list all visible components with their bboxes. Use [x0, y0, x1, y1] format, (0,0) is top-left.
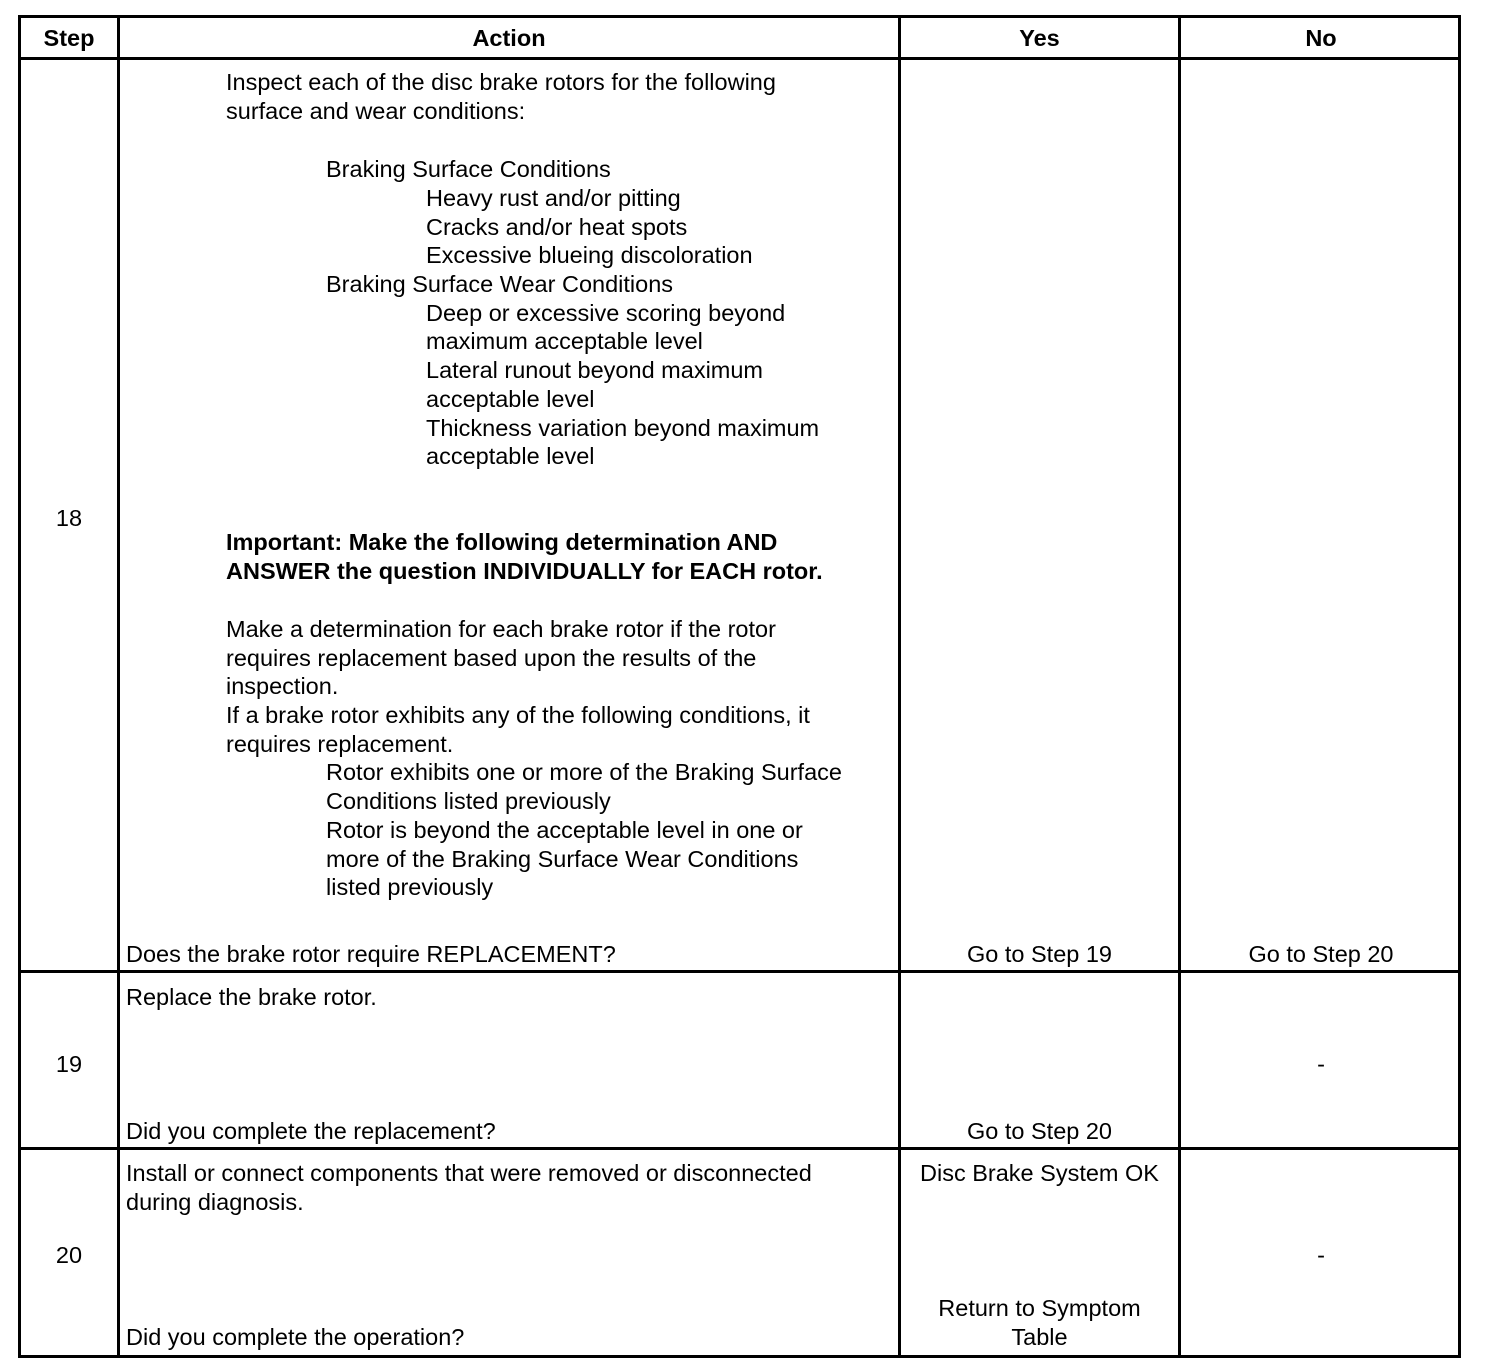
replacement-condition: listed previously: [326, 874, 494, 900]
column-divider: [117, 18, 120, 1355]
step19-yes: Go to Step 20: [966, 1118, 1113, 1144]
replacement-condition: more of the Braking Surface Wear Conditions: [326, 846, 799, 872]
header-step: Step: [43, 25, 95, 51]
important-note: Important: Make the following determination AND: [226, 529, 778, 555]
step20-action-line: Install or connect components that were removed or disconnected: [126, 1160, 812, 1186]
determination-line: If a brake rotor exhibits any of the following conditions, it: [226, 702, 810, 728]
step18-question: Does the brake rotor require REPLACEMENT?: [126, 941, 616, 967]
step18-intro-line: surface and wear conditions:: [226, 98, 526, 124]
header-yes: Yes: [1019, 25, 1060, 51]
determination-line: Make a determination for each brake rotor if the rotor: [226, 616, 776, 642]
diagnostic-table: [18, 15, 1461, 1358]
determination-line: requires replacement.: [226, 731, 454, 757]
determination-line: requires replacement based upon the results of the: [226, 645, 757, 671]
step19-action: Replace the brake rotor.: [126, 984, 377, 1010]
step19-no: -: [1317, 1051, 1325, 1077]
wear-condition-item: acceptable level: [426, 386, 595, 412]
replacement-condition: Conditions listed previously: [326, 788, 611, 814]
row-divider: [21, 1147, 1458, 1150]
wear-condition-item: maximum acceptable level: [426, 328, 703, 354]
header-no: No: [1305, 25, 1337, 51]
step18-yes: Go to Step 19: [966, 941, 1113, 967]
step20-yes-top: Disc Brake System OK: [920, 1160, 1159, 1186]
step-number-18: 18: [55, 505, 83, 531]
surface-conditions-title: Braking Surface Conditions: [326, 156, 611, 182]
wear-condition-item: Lateral runout beyond maximum: [426, 357, 764, 383]
header-action: Action: [472, 25, 546, 51]
column-divider: [898, 18, 901, 1355]
determination-line: inspection.: [226, 673, 339, 699]
step18-intro-line: Inspect each of the disc brake rotors for the following: [226, 69, 776, 95]
step20-question: Did you complete the operation?: [126, 1324, 465, 1350]
step19-question: Did you complete the replacement?: [126, 1118, 496, 1144]
step20-action-line: during diagnosis.: [126, 1189, 304, 1215]
step20-no: -: [1317, 1242, 1325, 1268]
wear-condition-item: acceptable level: [426, 443, 595, 469]
surface-condition-item: Heavy rust and/or pitting: [426, 185, 681, 211]
surface-condition-item: Excessive blueing discoloration: [426, 242, 753, 268]
column-divider: [1178, 18, 1181, 1355]
replacement-condition: Rotor exhibits one or more of the Braking Surface: [326, 759, 842, 785]
surface-condition-item: Cracks and/or heat spots: [426, 214, 688, 240]
row-divider: [21, 970, 1458, 973]
wear-condition-item: Thickness variation beyond maximum: [426, 415, 820, 441]
replacement-condition: Rotor is beyond the acceptable level in one or: [326, 817, 803, 843]
wear-conditions-title: Braking Surface Wear Conditions: [326, 271, 674, 297]
step18-no: Go to Step 20: [1248, 941, 1394, 967]
step-number-20: 20: [55, 1242, 83, 1268]
step20-yes-bottom: Table: [1011, 1324, 1068, 1350]
step20-yes-bottom: Return to Symptom: [938, 1295, 1141, 1321]
step-number-19: 19: [55, 1051, 83, 1077]
important-note: ANSWER the question INDIVIDUALLY for EACH rotor.: [226, 558, 823, 584]
wear-condition-item: Deep or excessive scoring beyond: [426, 300, 786, 326]
